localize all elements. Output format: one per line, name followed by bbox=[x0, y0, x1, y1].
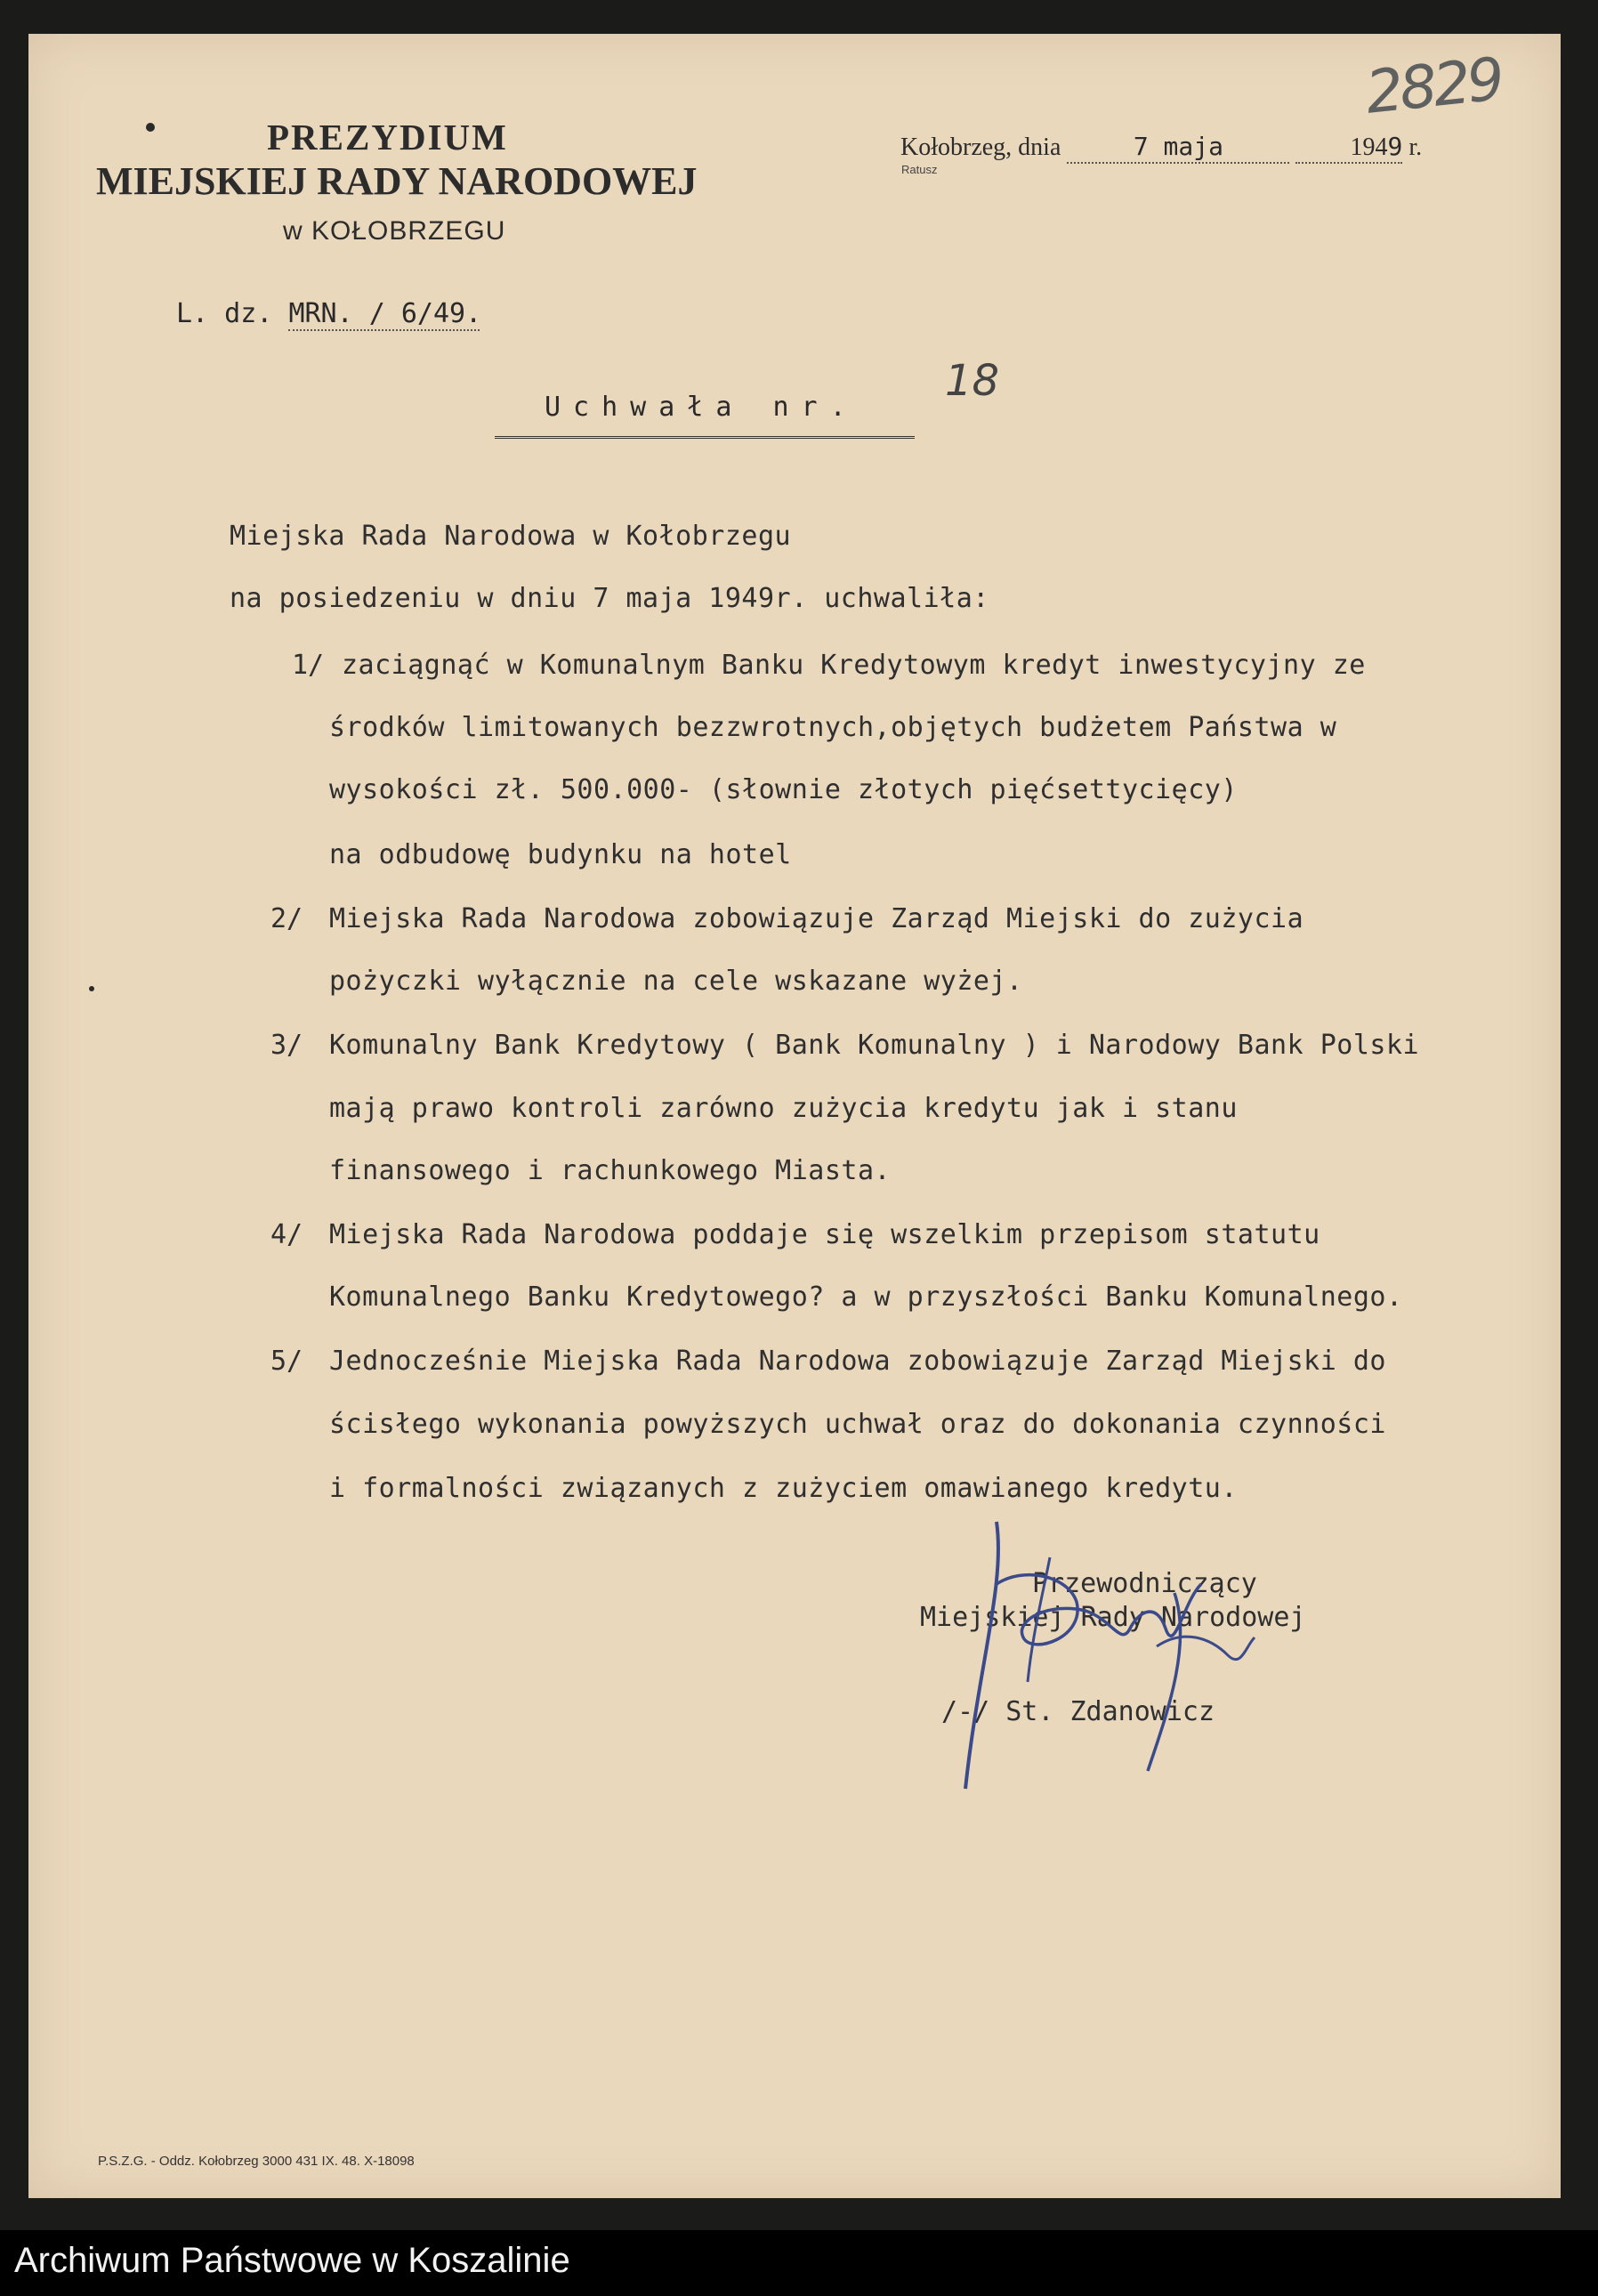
title-underline bbox=[495, 436, 915, 439]
resolution-number: 18 bbox=[945, 356, 1000, 406]
date-year-digit: 9 bbox=[1387, 132, 1403, 161]
item-line: i formalności związanych z zużyciem omawianego kredytu. bbox=[329, 1473, 1238, 1504]
item-line: Komunalnego Banku Kredytowego? a w przyszłości Banku Komunalnego. bbox=[329, 1281, 1403, 1313]
item-line: pożyczki wyłącznie na cele wskazane wyżej. bbox=[329, 966, 1023, 997]
handwritten-signature bbox=[943, 1504, 1299, 1807]
signature-name: /-/ St. Zdanowicz bbox=[941, 1696, 1215, 1727]
punch-dot bbox=[89, 986, 94, 991]
header-line2: MIEJSKIEJ RADY NARODOWEJ bbox=[96, 159, 698, 203]
archive-name: Archiwum Państwowe w Koszalinie bbox=[14, 2241, 570, 2280]
reference-label: L. dz. bbox=[176, 298, 273, 329]
item-line: wysokości zł. 500.000- (słownie złotych pięćsettycięcy) bbox=[329, 774, 1238, 805]
date-suffix: r. bbox=[1408, 133, 1423, 161]
reference-number bbox=[176, 298, 480, 331]
archive-band bbox=[0, 2230, 1598, 2296]
item-line: finansowego i rachunkowego Miasta. bbox=[329, 1155, 892, 1186]
item-line: Miejska Rada Narodowa poddaje się wszelkim przepisom statutu bbox=[329, 1219, 1320, 1250]
item-number: 3/ bbox=[270, 1030, 303, 1061]
intro-line: Miejska Rada Narodowa w Kołobrzegu bbox=[230, 521, 792, 552]
date-day-month: 7 maja bbox=[1133, 132, 1223, 161]
item-number: 1/ bbox=[292, 650, 325, 681]
archive-annotation: 2829 bbox=[1362, 44, 1505, 127]
date-dayfield bbox=[1067, 132, 1289, 164]
date-yearfield bbox=[1295, 132, 1402, 164]
header-line1: PREZYDIUM bbox=[267, 117, 508, 158]
print-footer: P.S.Z.G. - Oddz. Kołobrzeg 3000 431 IX. 48. X-18098 bbox=[98, 2154, 415, 2169]
item-number: 2/ bbox=[270, 903, 303, 934]
item-number: 4/ bbox=[270, 1219, 303, 1250]
reference-field bbox=[288, 298, 480, 331]
item-line: Komunalny Bank Kredytowy ( Bank Komunalny ) i Narodowy Bank Polski bbox=[329, 1030, 1420, 1061]
item-number: 5/ bbox=[270, 1346, 303, 1377]
reference-value: MRN. / 6/49. bbox=[288, 298, 482, 329]
signature-role1: Przewodniczący bbox=[1032, 1568, 1257, 1599]
item-line: Jednocześnie Miejska Rada Narodowa zobowiązuje Zarząd Miejski do bbox=[329, 1346, 1386, 1377]
place-prefix: Kołobrzeg, dnia bbox=[900, 133, 1061, 161]
item-line: na odbudowę budynku na hotel bbox=[329, 839, 792, 870]
item-line: zaciągnąć w Komunalnym Banku Kredytowym kredyt inwestycyjny ze bbox=[342, 650, 1366, 681]
item-line: mają prawo kontroli zarówno zużycia kredytu jak i stanu bbox=[329, 1093, 1238, 1124]
signature-role2: Miejskiej Rady Narodowej bbox=[920, 1602, 1306, 1633]
item-line: Miejska Rada Narodowa zobowiązuje Zarząd Miejski do zużycia bbox=[329, 903, 1304, 934]
resolution-title: Uchwała nr. bbox=[545, 392, 859, 423]
punch-dot bbox=[146, 123, 155, 132]
ratusz-label: Ratusz bbox=[901, 163, 938, 176]
item-line: ścisłego wykonania powyższych uchwał oraz do dokonania czynności bbox=[329, 1409, 1386, 1440]
intro-line: na posiedzeniu w dniu 7 maja 1949r. uchwaliła: bbox=[230, 583, 989, 614]
date-year-prefix: 194 bbox=[1350, 133, 1388, 161]
place-date bbox=[900, 132, 1422, 164]
header-line3: w KOŁOBRZEGU bbox=[283, 216, 506, 246]
item-line: środków limitowanych bezzwrotnych,objętych budżetem Państwa w bbox=[329, 712, 1337, 743]
